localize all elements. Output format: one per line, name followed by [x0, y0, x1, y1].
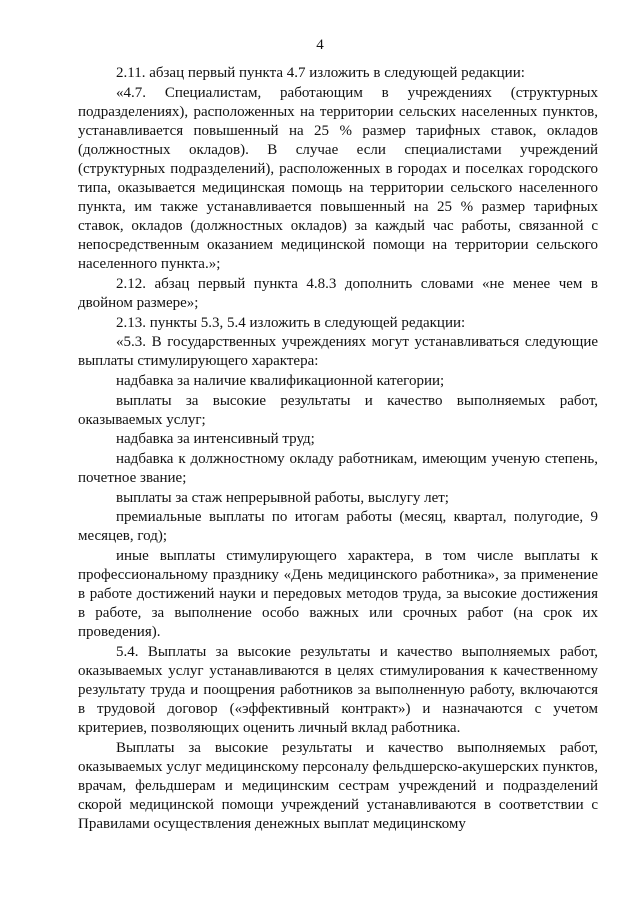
document-body [78, 64, 598, 834]
paragraph-medical-staff-payments: Выплаты за высокие результаты и качество выполняемых работ, оказываемых услуг медицинскому персоналу фельдшерско-акушерских пунктов, врачам, фельдшерам и медицинским сестрам учреждений и подразделений скорой медицинской помощи учреждений устанавливаются в соответствии с Правилами осуществления денежных выплат медицинскому [78, 739, 598, 833]
list-item-high-results: выплаты за высокие результаты и качество выполняемых работ, оказываемых услуг; [78, 392, 598, 428]
paragraph-5-3-intro: «5.3. В государственных учреждениях могут устанавливаться следующие выплаты стимулирующего характера: [78, 334, 598, 370]
paragraph-2-12: 2.12. абзац первый пункта 4.8.3 дополнить словами «не менее чем в двойном размере»; [78, 276, 598, 312]
list-item-other-payments: иные выплаты стимулирующего характера, в том числе выплаты к профессиональному празднику «День медицинского работника», за применение в работе достижений науки и передовых методов труда, за высокие достижения в работе, за выполнение особо важных или срочных работ (на срок их проведения). [78, 547, 598, 641]
list-item-seniority: выплаты за стаж непрерывной работы, выслугу лет; [116, 489, 449, 506]
paragraph-5-4: 5.4. Выплаты за высокие результаты и качество выполняемых работ, оказываемых услуг устанавливаются в целях стимулирования к качественному результату труда и поощрения работников за выполненную работу, включаются в трудовой договор («эффективный контракт») и назначаются с учетом критериев, позволяющих оценить личный вклад работника. [78, 643, 598, 737]
list-item-academic-degree: надбавка к должностному окладу работникам, имеющим ученую степень, почетное звание; [78, 450, 598, 486]
list-item-qualification: надбавка за наличие квалификационной категории; [116, 373, 445, 389]
paragraph-4-7-text: «4.7. Специалистам, работающим в учреждениях (структурных подразделениях), расположенных на территории сельских населенных пунктов, устанавливается повышенный на 25 % размер тарифных ставок, окладов (должностных окладов). В случае если специалистами учреждений (структурных подразделений), расположенных в городах и поселках городского типа, оказывается медицинская помощь на территории сельского населенного пункта, им также устанавливается повышенный на 25 % размер тарифных ставок, окладов (должностных окладов) за каждый час работы, связанной с непосредственным оказанием медицинской помощи на территории сельского населенного пункта.»; [78, 84, 598, 273]
paragraph-2-13: 2.13. пункты 5.3, 5.4 изложить в следующей редакции: [116, 314, 466, 331]
list-item-intensive-work: надбавка за интенсивный труд; [116, 431, 315, 448]
list-item-bonus: премиальные выплаты по итогам работы (месяц, квартал, полугодие, 9 месяцев, год); [78, 509, 598, 545]
paragraph-2-11: 2.11. абзац первый пункта 4.7 изложить в следующей редакции: [116, 65, 525, 81]
page-number: 4 [316, 37, 324, 53]
